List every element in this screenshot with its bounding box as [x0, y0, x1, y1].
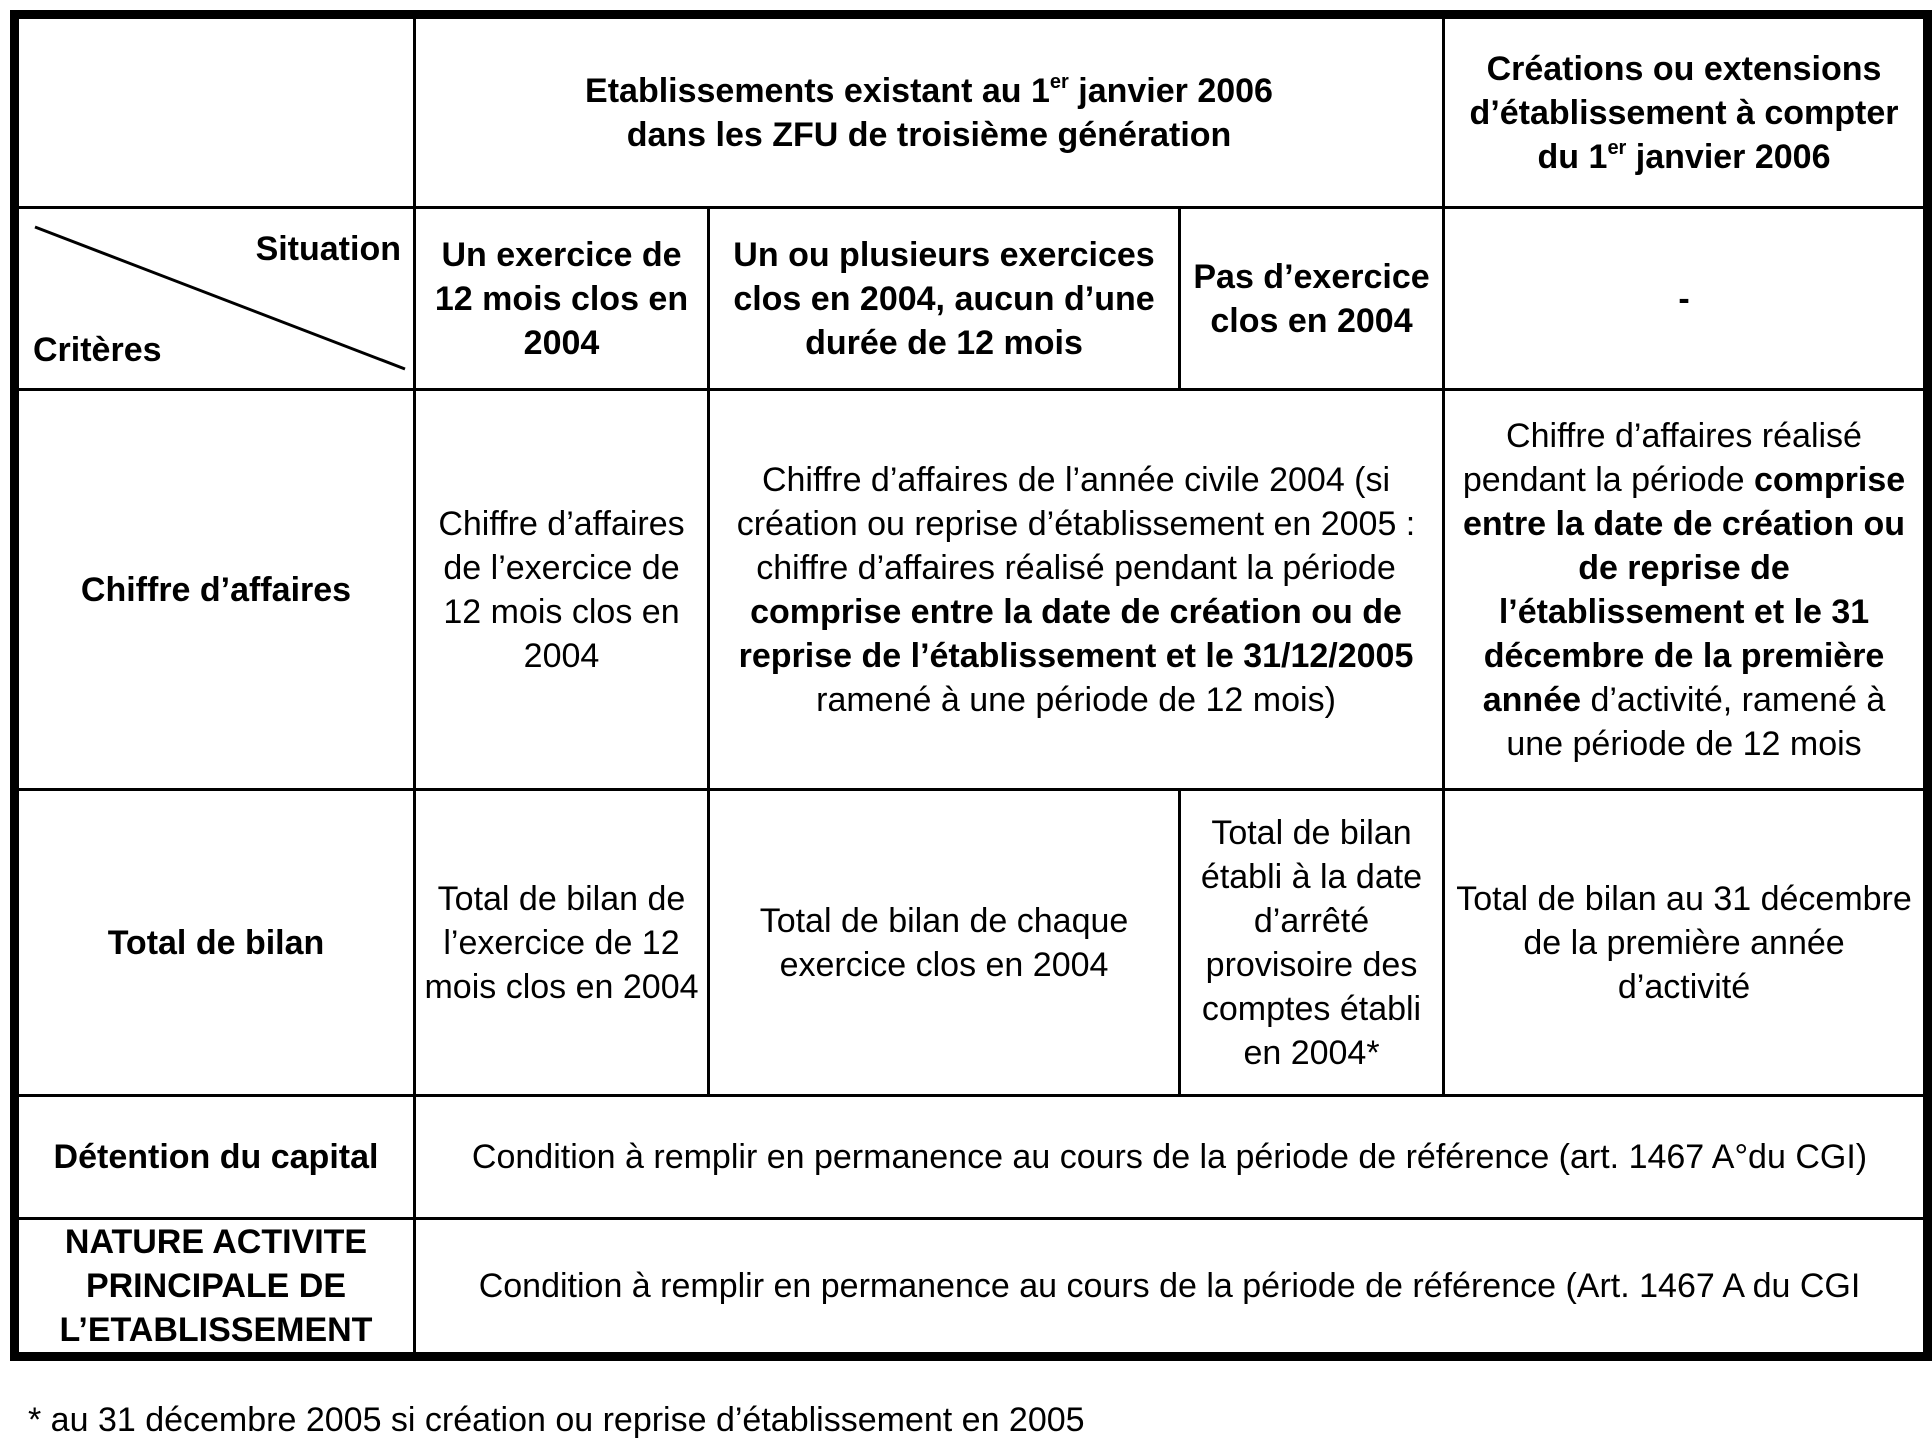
- nature-condition: Condition à remplir en permanence au cours de la période de référence (Art. 1467 A du CGI: [415, 1219, 1928, 1357]
- zfu-criteria-table: [10, 10, 1932, 1361]
- bilan-col4: Total de bilan au 31 décembre de la première année d’activité: [1444, 790, 1928, 1096]
- criteres-label: Critères: [33, 331, 162, 369]
- row-label-chiffre-affaires: Chiffre d’affaires: [15, 390, 415, 790]
- ca-col23: Chiffre d’affaires de l’année civile 2004 (si création ou reprise d’établissement en 2005 : chiffre d’affaires réalisé pendant la période comprise entre la date de création ou de reprise de l’établissement et le 31/12/2005 ramené à une période de 12 mois): [709, 390, 1444, 790]
- header-row: [15, 15, 1928, 208]
- chiffre-affaires-row: [15, 390, 1928, 790]
- situation-col4: -: [1444, 208, 1928, 390]
- situation-col1: Un exercice de 12 mois clos en 2004: [415, 208, 709, 390]
- row-label-total-bilan: Total de bilan: [15, 790, 415, 1096]
- situation-col2: Un ou plusieurs exercices clos en 2004, aucun d’une durée de 12 mois: [709, 208, 1180, 390]
- nature-activite-row: [15, 1219, 1928, 1357]
- situation-col3: Pas d’exercice clos en 2004: [1180, 208, 1444, 390]
- row-label-detention-capital: Détention du capital: [15, 1096, 415, 1219]
- situation-row: [15, 208, 1928, 390]
- bilan-col2: Total de bilan de chaque exercice clos en 2004: [709, 790, 1180, 1096]
- ca-col4: Chiffre d’affaires réalisé pendant la période comprise entre la date de création ou de reprise de l’établissement et le 31 décembre de la première année d’activité, ramené à une période de 12 mois: [1444, 390, 1928, 790]
- footnote: * au 31 décembre 2005 si création ou reprise d’établissement en 2005: [28, 1401, 1085, 1439]
- capital-condition: Condition à remplir en permanence au cours de la période de référence (art. 1467 A°du CGI): [415, 1096, 1928, 1219]
- situation-label: Situation: [255, 230, 401, 268]
- bilan-col1: Total de bilan de l’exercice de 12 mois clos en 2004: [415, 790, 709, 1096]
- diagonal-corner-cell: [15, 208, 415, 390]
- existing-establishments-header: Etablissements existant au 1er janvier 2006 dans les ZFU de troisième génération: [415, 15, 1444, 208]
- detention-capital-row: [15, 1096, 1928, 1219]
- row-label-nature-activite: NATURE ACTIVITE PRINCIPALE DE L’ETABLISSEMENT: [15, 1219, 415, 1357]
- ca-col1: Chiffre d’affaires de l’exercice de 12 mois clos en 2004: [415, 390, 709, 790]
- total-bilan-row: [15, 790, 1928, 1096]
- empty-corner-cell: [15, 15, 415, 208]
- bilan-col3: Total de bilan établi à la date d’arrêté provisoire des comptes établi en 2004*: [1180, 790, 1444, 1096]
- creations-header: Créations ou extensions d’établissement à compter du 1er janvier 2006: [1444, 15, 1928, 208]
